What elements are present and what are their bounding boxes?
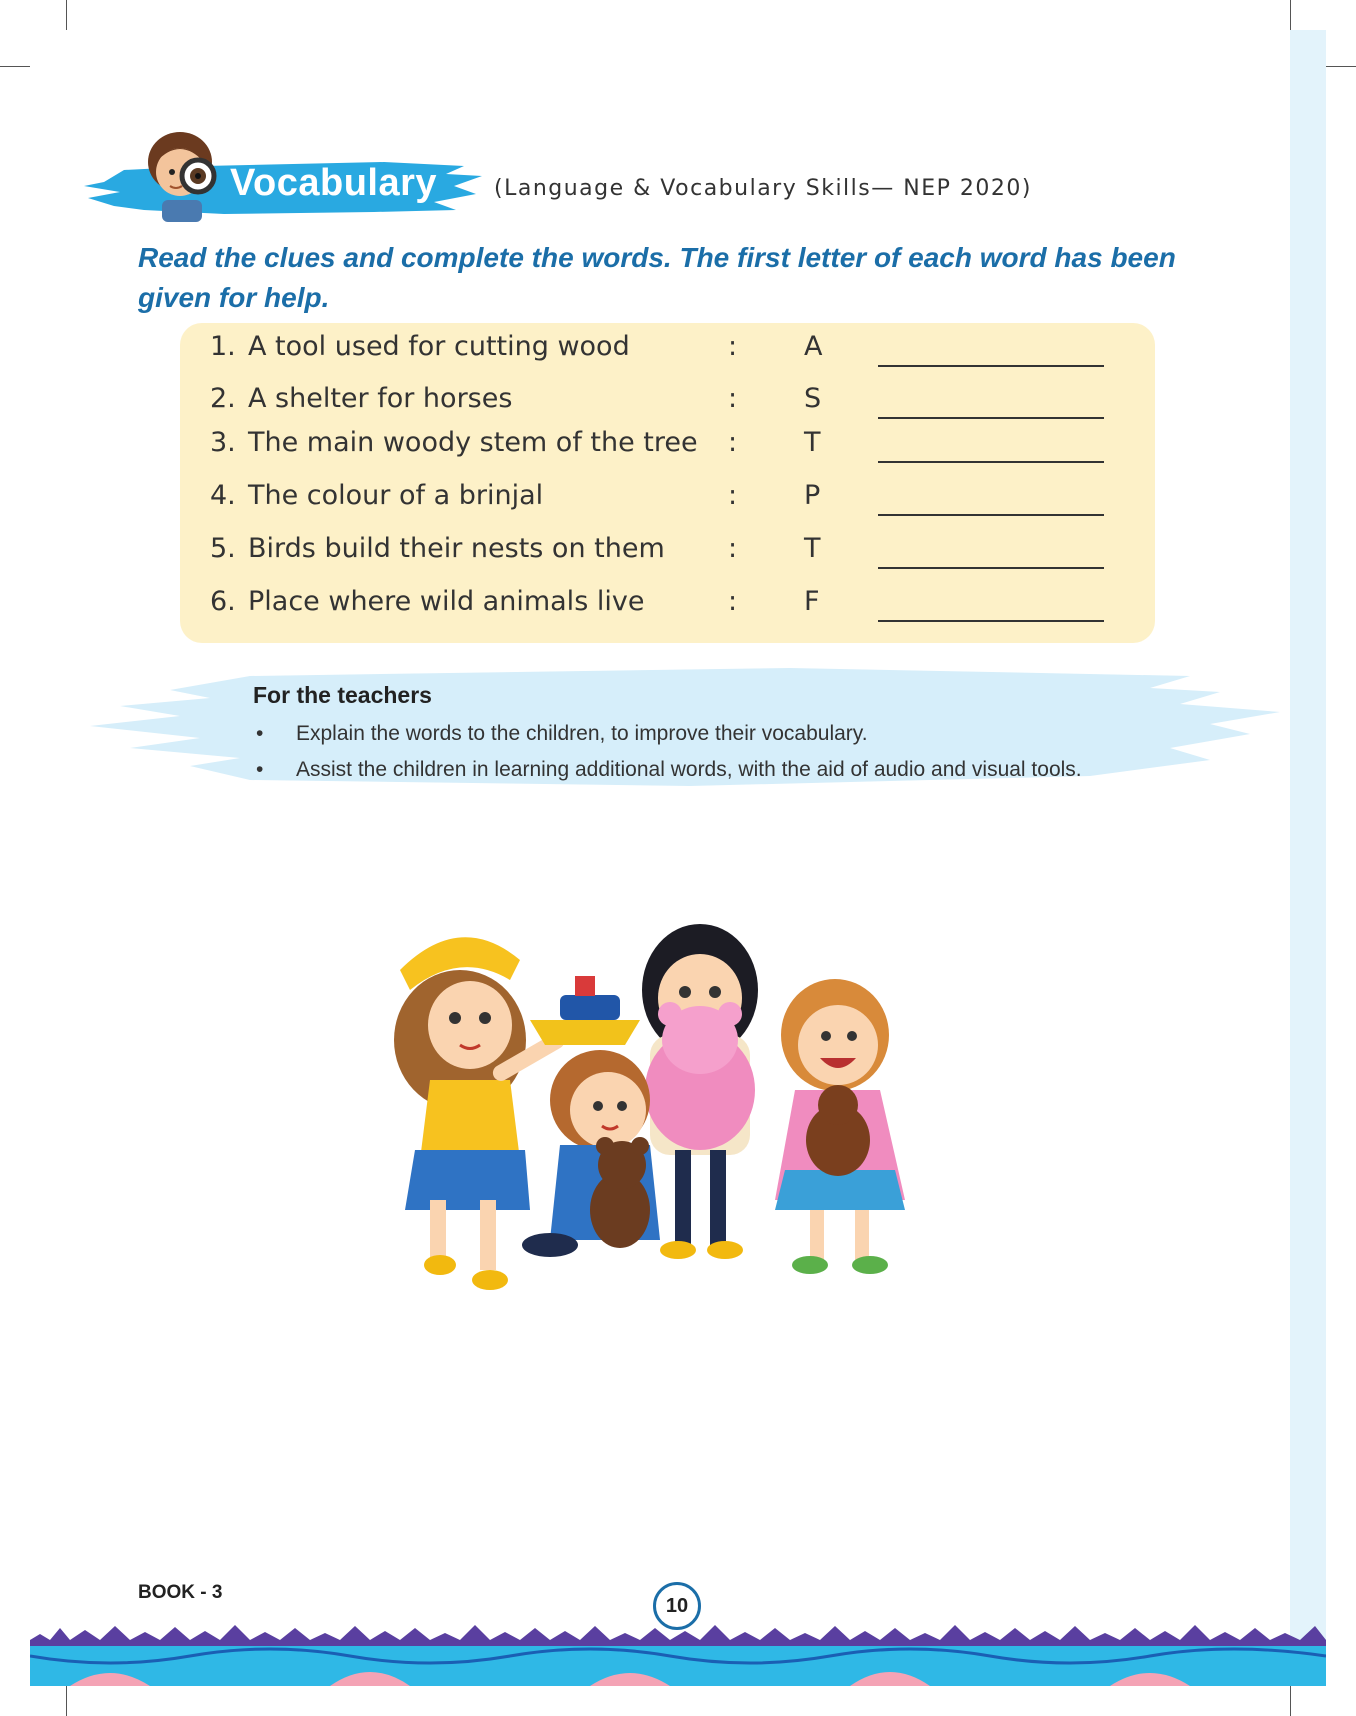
clue-text: The main woody stem of the tree xyxy=(248,427,698,458)
clue-text: The colour of a brinjal xyxy=(248,480,544,511)
clue-row xyxy=(180,427,1155,467)
answer-blank[interactable] xyxy=(878,461,1104,463)
teacher-note-heading: For the teachers xyxy=(253,682,432,708)
clue-number: 5. xyxy=(210,533,236,564)
clue-text: Birds build their nests on them xyxy=(248,533,665,564)
section-title: Vocabulary xyxy=(230,162,438,204)
clue-number: 6. xyxy=(210,586,236,617)
bullet: • xyxy=(256,722,264,745)
answer-blank[interactable] xyxy=(878,620,1104,622)
children-playing-illustration xyxy=(360,910,960,1320)
clue-colon: : xyxy=(728,533,738,564)
answer-blank[interactable] xyxy=(878,514,1104,516)
clue-text: Place where wild animals live xyxy=(248,586,645,617)
crop-mark xyxy=(0,66,30,67)
clue-row xyxy=(180,533,1155,573)
instruction-text: Read the clues and complete the words. The first letter of each word has been given for help. xyxy=(138,242,1176,313)
clue-letter: S xyxy=(804,383,822,414)
clue-row xyxy=(180,480,1155,520)
book-label: BOOK - 3 xyxy=(138,1582,223,1603)
girl-magnifier-icon xyxy=(134,122,234,222)
crop-mark xyxy=(1326,66,1356,67)
crop-mark xyxy=(66,0,67,30)
teacher-note-text: Explain the words to the children, to improve their vocabulary. xyxy=(296,722,868,745)
clue-number: 3. xyxy=(210,427,236,458)
crop-mark xyxy=(1290,1686,1291,1716)
bullet: • xyxy=(256,758,264,781)
crop-mark xyxy=(66,1686,67,1716)
clue-letter: A xyxy=(804,331,823,362)
answer-blank[interactable] xyxy=(878,365,1104,367)
clue-colon: : xyxy=(728,586,738,617)
clue-text: A shelter for horses xyxy=(248,383,513,414)
clue-number: 4. xyxy=(210,480,236,511)
clue-colon: : xyxy=(728,331,738,362)
section-subtitle: (Language & Vocabulary Skills— NEP 2020) xyxy=(494,176,1032,201)
clue-letter: T xyxy=(804,533,821,564)
teacher-note-text: Assist the children in learning additional words, with the aid of audio and visual tools. xyxy=(296,758,1082,781)
clue-row xyxy=(180,586,1155,626)
clue-row xyxy=(180,383,1155,423)
crop-mark xyxy=(1290,0,1291,30)
clue-colon: : xyxy=(728,427,738,458)
clue-letter: T xyxy=(804,427,821,458)
clue-text: A tool used for cutting wood xyxy=(248,331,630,362)
side-strip xyxy=(1290,30,1326,1686)
page-number: 10 xyxy=(653,1582,701,1630)
answer-blank[interactable] xyxy=(878,417,1104,419)
clue-colon: : xyxy=(728,383,738,414)
clue-box xyxy=(180,323,1155,643)
answer-blank[interactable] xyxy=(878,567,1104,569)
clue-number: 2. xyxy=(210,383,236,414)
clue-letter: F xyxy=(804,586,820,617)
clue-letter: P xyxy=(804,480,821,511)
clue-number: 1. xyxy=(210,331,236,362)
clue-row xyxy=(180,331,1155,371)
clue-colon: : xyxy=(728,480,738,511)
